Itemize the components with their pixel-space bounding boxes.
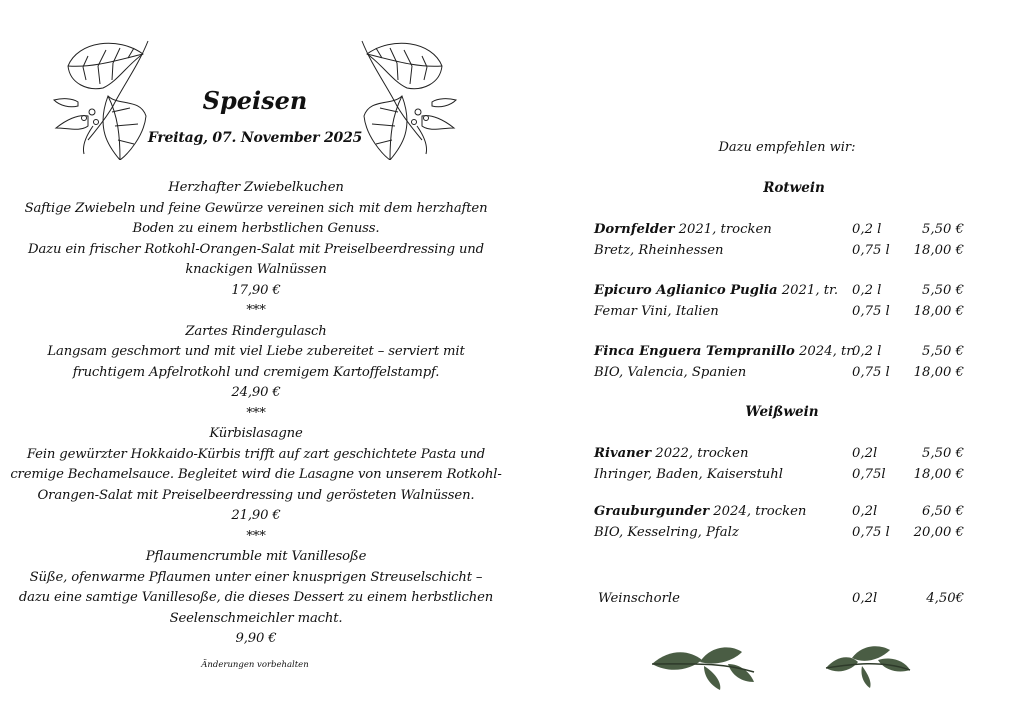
menu-line: Fein gewürzter Hokkaido-Kürbis trifft auf zart geschichtete Pasta und [26,446,486,462]
wine-volume-small: 0,2 l [852,344,882,359]
menu-line: Zartes Rindergulasch [185,323,327,339]
wine-name-bold: Dornfelder [594,222,675,237]
recommend-heading: Dazu empfehlen wir: [718,140,856,155]
leaf-sprig-icon [650,642,756,690]
menu-line: Dazu ein frischer Rotkohl-Orangen-Salat mit Preiselbeerdressing und [28,241,484,257]
wine-origin: Ihringer, Baden, Kaiserstuhl [594,466,783,482]
menu-line: Kürbislasagne [209,426,303,441]
menu-line: *** [246,405,266,421]
wine-name [594,342,855,363]
weinschorle-row [598,589,978,610]
footnote: Änderungen vorbehalten [201,660,309,670]
wine-vintage: 2022, trocken [651,446,749,461]
wine-price-bottle: 18,00 € [913,466,964,482]
wine-price-small: 5,50 € [922,283,964,298]
wine-row-bottle [594,363,974,384]
menu-line: knackigen Walnüssen [185,262,327,277]
wine-name [594,281,838,302]
wine-vintage: 2021, tr. [777,283,839,298]
menu-line: Herzhafter Zwiebelkuchen [168,180,344,195]
wine-name-bold: Finca Enguera Tempranillo [594,344,795,359]
wine-price-small: 5,50 € [922,446,964,461]
wine-name [594,220,772,241]
menu-line: Boden zu einem herbstlichen Genuss. [132,221,380,236]
menu-line: Süße, ofenwarme Pflaumen unter einer knusprigen Streuselschicht – [29,569,483,585]
wine-origin: Bretz, Rheinhessen [594,242,724,258]
menu-line: *** [246,528,266,544]
wine-volume-small: 0,2l [852,504,878,519]
wine-price-small: 5,50 € [922,222,964,237]
wine-origin: Femar Vini, Italien [594,303,719,319]
wine-name [594,502,806,523]
wine-row-small [594,502,974,523]
weisswein-list [594,444,974,560]
wine-row-small [594,444,974,465]
page-title: Speisen [202,86,308,115]
menu-date: Freitag, 07. November 2025 [147,130,363,146]
menu-line: cremige Bechamelsauce. Begleitet wird die Lasagne von unserem Rotkohl- [10,467,502,482]
wine-row-bottle [594,241,974,262]
wine-volume-small: 0,2 l [852,283,882,298]
menu-line: dazu eine samtige Vanillesoße, die dieses Dessert zu einem herbstlichen [18,590,494,605]
wine-entry [594,444,974,485]
wine-entry [594,281,974,322]
menu-line: fruchtigem Apfelrotkohl und cremigem Kartoffelstampf. [72,364,440,380]
weinschorle-volume: 0,2l [852,591,878,606]
wine-row-small [594,342,974,363]
menu-line: Seelenschmeichler macht. [169,610,343,626]
menu-line: Langsam geschmort und mit viel Liebe zubereitet – serviert mit [47,344,465,359]
wine-vintage: 2024, tr. [794,344,856,359]
wine-vintage: 2024, trocken [709,504,807,519]
wine-origin: BIO, Kesselring, Pfalz [594,524,739,540]
wine-price-small: 5,50 € [922,344,964,359]
wine-volume-bottle: 0,75 l [852,303,890,319]
wine-price-bottle: 18,00 € [913,364,964,380]
drinks-page [512,0,1024,724]
leaf-sprig-icon [822,642,912,690]
menu-line: Pflaumencrumble mit Vanillesoße [145,549,367,564]
rotwein-list [594,220,974,403]
menu-line: 21,90 € [231,508,281,523]
menu-line: 24,90 € [231,385,281,400]
weinschorle-name: Weinschorle [598,591,680,606]
menu-line: *** [246,303,266,318]
wine-price-bottle: 18,00 € [913,303,964,319]
wine-entry [594,502,974,543]
wine-row-small [594,281,974,302]
wine-volume-bottle: 0,75 l [852,364,890,380]
weinschorle-price: 4,50€ [926,591,964,606]
wine-name-bold: Epicuro Aglianico Puglia [594,283,778,298]
wine-price-bottle: 18,00 € [913,242,964,258]
wine-row-bottle [594,523,974,544]
wine-volume-bottle: 0,75l [852,466,886,482]
wine-origin: BIO, Valencia, Spanien [594,364,747,380]
wine-entry [594,220,974,261]
wine-row-bottle [594,465,974,486]
wine-volume-small: 0,2 l [852,222,882,237]
wine-name-bold: Rivaner [594,446,652,461]
weisswein-heading: Weißwein [745,404,819,420]
wine-volume-bottle: 0,75 l [852,242,890,258]
menu-line: Orangen-Salat mit Preiselbeerdressing und gerösteten Walnüssen. [37,487,475,503]
wine-name-bold: Grauburgunder [594,504,710,519]
wine-price-bottle: 20,00 € [913,524,964,540]
food-menu [8,178,504,650]
wine-entry [594,342,974,383]
rotwein-heading: Rotwein [763,180,825,196]
menu-line: 9,90 € [235,631,277,646]
menu-line: 17,90 € [231,282,281,298]
wine-volume-small: 0,2l [852,446,878,461]
wine-name [594,444,748,465]
wine-volume-bottle: 0,75 l [852,524,890,540]
wine-vintage: 2021, trocken [674,222,772,237]
wine-price-small: 6,50 € [922,504,964,519]
wine-row-bottle [594,302,974,323]
wine-row-small [594,220,974,241]
menu-line: Saftige Zwiebeln und feine Gewürze vereinen sich mit dem herzhaften [24,200,488,216]
